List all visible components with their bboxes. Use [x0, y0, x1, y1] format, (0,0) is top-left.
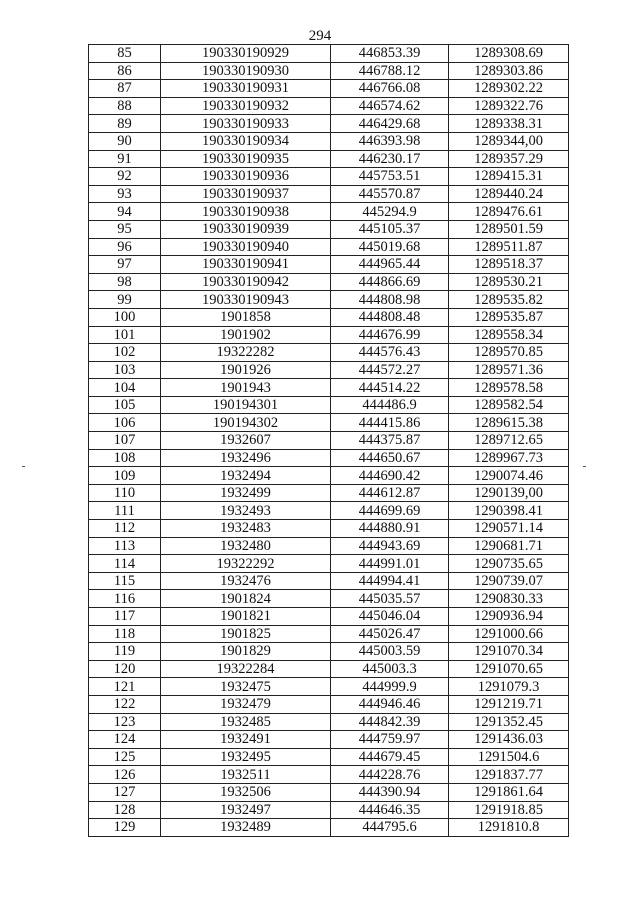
- y-coordinate-cell: 1291504.6: [449, 748, 569, 766]
- point-number-cell: 90: [89, 132, 161, 150]
- point-id-cell: 1932476: [161, 572, 331, 590]
- y-coordinate-cell: 1290830.33: [449, 590, 569, 608]
- point-number-cell: 85: [89, 45, 161, 63]
- table-row: [89, 115, 569, 133]
- coordinates-table: [88, 44, 569, 837]
- point-id-cell: 190330190936: [161, 168, 331, 186]
- y-coordinate-cell: 1290571.14: [449, 520, 569, 538]
- point-number-cell: 92: [89, 168, 161, 186]
- point-id-cell: 190330190932: [161, 97, 331, 115]
- table-row: [89, 572, 569, 590]
- y-coordinate-cell: 1289615.38: [449, 414, 569, 432]
- point-id-cell: 1932494: [161, 467, 331, 485]
- y-coordinate-cell: 1289578.58: [449, 379, 569, 397]
- point-id-cell: 1901821: [161, 608, 331, 626]
- point-id-cell: 1901824: [161, 590, 331, 608]
- y-coordinate-cell: 1289322.76: [449, 97, 569, 115]
- point-id-cell: 1901858: [161, 308, 331, 326]
- y-coordinate-cell: 1291070.65: [449, 660, 569, 678]
- table-row: [89, 555, 569, 573]
- table-row: [89, 361, 569, 379]
- point-id-cell: 190194301: [161, 396, 331, 414]
- point-number-cell: 110: [89, 484, 161, 502]
- point-number-cell: 119: [89, 643, 161, 661]
- y-coordinate-cell: 1289570.85: [449, 344, 569, 362]
- y-coordinate-cell: 1289571.36: [449, 361, 569, 379]
- x-coordinate-cell: 444866.69: [331, 273, 449, 291]
- y-coordinate-cell: 1290739.07: [449, 572, 569, 590]
- x-coordinate-cell: 444679.45: [331, 748, 449, 766]
- x-coordinate-cell: 444808.98: [331, 291, 449, 309]
- y-coordinate-cell: 1289357.29: [449, 150, 569, 168]
- x-coordinate-cell: 444676.99: [331, 326, 449, 344]
- point-id-cell: 190330190935: [161, 150, 331, 168]
- x-coordinate-cell: 444514.22: [331, 379, 449, 397]
- point-number-cell: 88: [89, 97, 161, 115]
- y-coordinate-cell: 1291000.66: [449, 625, 569, 643]
- point-number-cell: 118: [89, 625, 161, 643]
- x-coordinate-cell: 446766.08: [331, 80, 449, 98]
- y-coordinate-cell: 1290735.65: [449, 555, 569, 573]
- x-coordinate-cell: 445026.47: [331, 625, 449, 643]
- x-coordinate-cell: 444808.48: [331, 308, 449, 326]
- point-number-cell: 105: [89, 396, 161, 414]
- point-id-cell: 190330190934: [161, 132, 331, 150]
- table-row: [89, 308, 569, 326]
- y-coordinate-cell: 1289535.82: [449, 291, 569, 309]
- x-coordinate-cell: 444228.76: [331, 766, 449, 784]
- x-coordinate-cell: 446853.39: [331, 45, 449, 63]
- x-coordinate-cell: 446574.62: [331, 97, 449, 115]
- x-coordinate-cell: 444943.69: [331, 537, 449, 555]
- x-coordinate-cell: 445570.87: [331, 185, 449, 203]
- table-row: [89, 150, 569, 168]
- table-row: [89, 379, 569, 397]
- table-row: [89, 432, 569, 450]
- point-id-cell: 19322282: [161, 344, 331, 362]
- y-coordinate-cell: 1289558.34: [449, 326, 569, 344]
- x-coordinate-cell: 445105.37: [331, 220, 449, 238]
- coordinates-table-body: [89, 45, 569, 837]
- point-id-cell: 190330190939: [161, 220, 331, 238]
- point-number-cell: 87: [89, 80, 161, 98]
- point-number-cell: 101: [89, 326, 161, 344]
- point-id-cell: 190330190937: [161, 185, 331, 203]
- point-number-cell: 93: [89, 185, 161, 203]
- point-id-cell: 190330190930: [161, 62, 331, 80]
- table-row: [89, 62, 569, 80]
- table-row: [89, 273, 569, 291]
- y-coordinate-cell: 1289303.86: [449, 62, 569, 80]
- point-id-cell: 1932489: [161, 819, 331, 837]
- point-id-cell: 1932475: [161, 678, 331, 696]
- table-row: [89, 590, 569, 608]
- y-coordinate-cell: 1289535.87: [449, 308, 569, 326]
- table-row: [89, 502, 569, 520]
- point-number-cell: 91: [89, 150, 161, 168]
- point-number-cell: 127: [89, 783, 161, 801]
- y-coordinate-cell: 1289308.69: [449, 45, 569, 63]
- y-coordinate-cell: 1289712.65: [449, 432, 569, 450]
- point-number-cell: 94: [89, 203, 161, 221]
- y-coordinate-cell: 1290139,00: [449, 484, 569, 502]
- table-row: [89, 783, 569, 801]
- point-id-cell: 19322284: [161, 660, 331, 678]
- point-number-cell: 113: [89, 537, 161, 555]
- table-row: [89, 608, 569, 626]
- x-coordinate-cell: 445003.59: [331, 643, 449, 661]
- table-row: [89, 344, 569, 362]
- x-coordinate-cell: 446393.98: [331, 132, 449, 150]
- y-coordinate-cell: 1289440.24: [449, 185, 569, 203]
- point-number-cell: 89: [89, 115, 161, 133]
- y-coordinate-cell: 1291352.45: [449, 713, 569, 731]
- point-id-cell: 190330190931: [161, 80, 331, 98]
- y-coordinate-cell: 1289530.21: [449, 273, 569, 291]
- x-coordinate-cell: 446429.68: [331, 115, 449, 133]
- point-number-cell: 121: [89, 678, 161, 696]
- point-id-cell: 19322292: [161, 555, 331, 573]
- point-number-cell: 126: [89, 766, 161, 784]
- point-id-cell: 1932479: [161, 695, 331, 713]
- x-coordinate-cell: 444994.41: [331, 572, 449, 590]
- point-number-cell: 112: [89, 520, 161, 538]
- y-coordinate-cell: 1289476.61: [449, 203, 569, 221]
- point-number-cell: 109: [89, 467, 161, 485]
- x-coordinate-cell: 444650.67: [331, 449, 449, 467]
- x-coordinate-cell: 444646.35: [331, 801, 449, 819]
- x-coordinate-cell: 444759.97: [331, 731, 449, 749]
- point-number-cell: 98: [89, 273, 161, 291]
- table-row: [89, 220, 569, 238]
- table-row: [89, 80, 569, 98]
- table-row: [89, 713, 569, 731]
- table-row: [89, 537, 569, 555]
- y-coordinate-cell: 1291079.3: [449, 678, 569, 696]
- point-id-cell: 1932491: [161, 731, 331, 749]
- point-id-cell: 190330190940: [161, 238, 331, 256]
- point-id-cell: 1901902: [161, 326, 331, 344]
- table-row: [89, 97, 569, 115]
- table-row: [89, 678, 569, 696]
- table-row: [89, 467, 569, 485]
- table-row: [89, 291, 569, 309]
- x-coordinate-cell: 444390.94: [331, 783, 449, 801]
- point-id-cell: 1932480: [161, 537, 331, 555]
- point-id-cell: 1932506: [161, 783, 331, 801]
- page-number: 294: [308, 28, 332, 44]
- y-coordinate-cell: 1289967.73: [449, 449, 569, 467]
- point-number-cell: 120: [89, 660, 161, 678]
- y-coordinate-cell: 1289582.54: [449, 396, 569, 414]
- y-coordinate-cell: 1291837.77: [449, 766, 569, 784]
- point-id-cell: 190330190938: [161, 203, 331, 221]
- y-coordinate-cell: 1289518.37: [449, 256, 569, 274]
- y-coordinate-cell: 1291436.03: [449, 731, 569, 749]
- point-id-cell: 1932607: [161, 432, 331, 450]
- table-row: [89, 132, 569, 150]
- y-coordinate-cell: 1291861.64: [449, 783, 569, 801]
- table-row: [89, 326, 569, 344]
- y-coordinate-cell: 1291070.34: [449, 643, 569, 661]
- table-row: [89, 695, 569, 713]
- point-number-cell: 104: [89, 379, 161, 397]
- scan-mark-left: [22, 466, 25, 467]
- point-id-cell: 1901825: [161, 625, 331, 643]
- point-id-cell: 1901829: [161, 643, 331, 661]
- y-coordinate-cell: 1290074.46: [449, 467, 569, 485]
- point-id-cell: 1932496: [161, 449, 331, 467]
- point-id-cell: 190330190943: [161, 291, 331, 309]
- x-coordinate-cell: 444486.9: [331, 396, 449, 414]
- x-coordinate-cell: 446230.17: [331, 150, 449, 168]
- point-id-cell: 190330190941: [161, 256, 331, 274]
- point-id-cell: 1932485: [161, 713, 331, 731]
- table-row: [89, 396, 569, 414]
- point-number-cell: 95: [89, 220, 161, 238]
- y-coordinate-cell: 1291810.8: [449, 819, 569, 837]
- point-id-cell: 190330190933: [161, 115, 331, 133]
- table-row: [89, 520, 569, 538]
- point-number-cell: 96: [89, 238, 161, 256]
- point-number-cell: 102: [89, 344, 161, 362]
- x-coordinate-cell: 444946.46: [331, 695, 449, 713]
- table-row: [89, 449, 569, 467]
- y-coordinate-cell: 1289501.59: [449, 220, 569, 238]
- point-number-cell: 125: [89, 748, 161, 766]
- x-coordinate-cell: 444612.87: [331, 484, 449, 502]
- x-coordinate-cell: 444375.87: [331, 432, 449, 450]
- x-coordinate-cell: 444965.44: [331, 256, 449, 274]
- x-coordinate-cell: 444795.6: [331, 819, 449, 837]
- point-number-cell: 111: [89, 502, 161, 520]
- point-number-cell: 108: [89, 449, 161, 467]
- point-number-cell: 107: [89, 432, 161, 450]
- table-row: [89, 185, 569, 203]
- x-coordinate-cell: 445003.3: [331, 660, 449, 678]
- y-coordinate-cell: 1289338.31: [449, 115, 569, 133]
- x-coordinate-cell: 444690.42: [331, 467, 449, 485]
- x-coordinate-cell: 444576.43: [331, 344, 449, 362]
- table-row: [89, 766, 569, 784]
- point-id-cell: 1932483: [161, 520, 331, 538]
- point-id-cell: 1932495: [161, 748, 331, 766]
- point-number-cell: 97: [89, 256, 161, 274]
- y-coordinate-cell: 1290936.94: [449, 608, 569, 626]
- table-row: [89, 238, 569, 256]
- point-number-cell: 128: [89, 801, 161, 819]
- x-coordinate-cell: 445046.04: [331, 608, 449, 626]
- x-coordinate-cell: 446788.12: [331, 62, 449, 80]
- table-row: [89, 643, 569, 661]
- table-row: [89, 748, 569, 766]
- x-coordinate-cell: 444842.39: [331, 713, 449, 731]
- point-number-cell: 86: [89, 62, 161, 80]
- x-coordinate-cell: 445035.57: [331, 590, 449, 608]
- x-coordinate-cell: 445294.9: [331, 203, 449, 221]
- y-coordinate-cell: 1291918.85: [449, 801, 569, 819]
- x-coordinate-cell: 444699.69: [331, 502, 449, 520]
- table-row: [89, 203, 569, 221]
- point-id-cell: 190330190942: [161, 273, 331, 291]
- y-coordinate-cell: 1290398.41: [449, 502, 569, 520]
- x-coordinate-cell: 444991.01: [331, 555, 449, 573]
- point-id-cell: 1932497: [161, 801, 331, 819]
- table-row: [89, 414, 569, 432]
- point-id-cell: 1932511: [161, 766, 331, 784]
- point-number-cell: 122: [89, 695, 161, 713]
- x-coordinate-cell: 444415.86: [331, 414, 449, 432]
- table-row: [89, 256, 569, 274]
- x-coordinate-cell: 445753.51: [331, 168, 449, 186]
- y-coordinate-cell: 1291219.71: [449, 695, 569, 713]
- point-id-cell: 1901943: [161, 379, 331, 397]
- y-coordinate-cell: 1289415.31: [449, 168, 569, 186]
- table-row: [89, 484, 569, 502]
- scan-mark-right: [583, 466, 586, 467]
- point-number-cell: 114: [89, 555, 161, 573]
- point-number-cell: 100: [89, 308, 161, 326]
- table-row: [89, 819, 569, 837]
- x-coordinate-cell: 444999.9: [331, 678, 449, 696]
- point-number-cell: 106: [89, 414, 161, 432]
- point-id-cell: 1932499: [161, 484, 331, 502]
- point-number-cell: 115: [89, 572, 161, 590]
- x-coordinate-cell: 444880.91: [331, 520, 449, 538]
- y-coordinate-cell: 1289302.22: [449, 80, 569, 98]
- point-id-cell: 190330190929: [161, 45, 331, 63]
- point-id-cell: 1932493: [161, 502, 331, 520]
- point-number-cell: 129: [89, 819, 161, 837]
- table-row: [89, 660, 569, 678]
- point-number-cell: 103: [89, 361, 161, 379]
- y-coordinate-cell: 1289511.87: [449, 238, 569, 256]
- point-number-cell: 117: [89, 608, 161, 626]
- x-coordinate-cell: 445019.68: [331, 238, 449, 256]
- x-coordinate-cell: 444572.27: [331, 361, 449, 379]
- point-id-cell: 1901926: [161, 361, 331, 379]
- table-row: [89, 45, 569, 63]
- table-row: [89, 731, 569, 749]
- table-row: [89, 625, 569, 643]
- table-row: [89, 801, 569, 819]
- y-coordinate-cell: 1290681.71: [449, 537, 569, 555]
- point-number-cell: 116: [89, 590, 161, 608]
- table-row: [89, 168, 569, 186]
- point-number-cell: 124: [89, 731, 161, 749]
- y-coordinate-cell: 1289344,00: [449, 132, 569, 150]
- point-number-cell: 99: [89, 291, 161, 309]
- point-id-cell: 190194302: [161, 414, 331, 432]
- point-number-cell: 123: [89, 713, 161, 731]
